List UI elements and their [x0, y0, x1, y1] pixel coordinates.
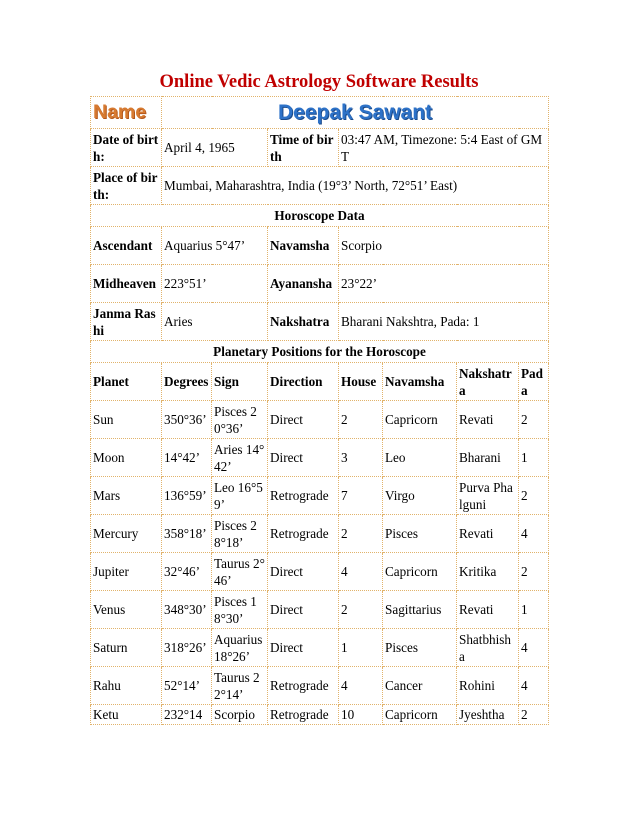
place-of-birth-label: Place of birth:: [91, 167, 162, 205]
navamsha-cell: Capricorn: [383, 401, 457, 439]
planet-cell: Mercury: [91, 515, 162, 553]
nakshatra-label: Nakshatra: [268, 303, 339, 341]
date-of-birth-value: April 4, 1965: [162, 129, 268, 167]
degrees-cell: 350°36’: [162, 401, 212, 439]
pada-cell: 1: [519, 439, 549, 477]
midheaven-row: [91, 265, 549, 303]
direction-cell: Direct: [268, 401, 339, 439]
navamsha-cell: Pisces: [383, 629, 457, 667]
sign-cell: Pisces 18°30’: [212, 591, 268, 629]
house-cell: 10: [339, 705, 383, 725]
house-cell: 2: [339, 591, 383, 629]
time-of-birth-value: 03:47 AM, Timezone: 5:4 East of GMT: [339, 129, 549, 167]
date-of-birth-label: Date of birth:: [91, 129, 162, 167]
pada-cell: 2: [519, 705, 549, 725]
planet-row: [91, 629, 549, 667]
nakshatra-cell: Revati: [457, 401, 519, 439]
nakshatra-cell: Revati: [457, 591, 519, 629]
direction-cell: Direct: [268, 439, 339, 477]
planets-heading-row: [91, 341, 549, 363]
column-header: Navamsha: [383, 363, 457, 401]
planet-cell: Sun: [91, 401, 162, 439]
nakshatra-cell: Rohini: [457, 667, 519, 705]
planet-cell: Saturn: [91, 629, 162, 667]
column-header: House: [339, 363, 383, 401]
place-of-birth-value: Mumbai, Maharashtra, India (19°3’ North, 72°51’ East): [162, 167, 549, 205]
degrees-cell: 232°14: [162, 705, 212, 725]
sign-cell: Leo 16°59’: [212, 477, 268, 515]
column-header: Direction: [268, 363, 339, 401]
ascendant-label: Ascendant: [91, 227, 162, 265]
name-label: Name: [91, 97, 162, 129]
planet-row: [91, 477, 549, 515]
pada-cell: 4: [519, 629, 549, 667]
birth-place-row: [91, 167, 549, 205]
column-header: Degrees: [162, 363, 212, 401]
degrees-cell: 358°18’: [162, 515, 212, 553]
navamsha-cell: Leo: [383, 439, 457, 477]
planet-row: [91, 553, 549, 591]
house-cell: 4: [339, 667, 383, 705]
column-header: Pada: [519, 363, 549, 401]
midheaven-value: 223°51’: [162, 265, 268, 303]
degrees-cell: 32°46’: [162, 553, 212, 591]
pada-cell: 2: [519, 477, 549, 515]
direction-cell: Retrograde: [268, 667, 339, 705]
planet-row: [91, 591, 549, 629]
janma-rashi-label: Janma Rashi: [91, 303, 162, 341]
page-title: Online Vedic Astrology Software Results: [159, 72, 479, 92]
navamsha-value: Scorpio: [339, 227, 549, 265]
midheaven-label: Midheaven: [91, 265, 162, 303]
navamsha-cell: Virgo: [383, 477, 457, 515]
column-header: Planet: [91, 363, 162, 401]
planet-row: [91, 439, 549, 477]
navamsha-label: Navamsha: [268, 227, 339, 265]
column-header: Sign: [212, 363, 268, 401]
planet-cell: Rahu: [91, 667, 162, 705]
sign-cell: Pisces 28°18’: [212, 515, 268, 553]
house-cell: 2: [339, 401, 383, 439]
sign-cell: Aries 14°42’: [212, 439, 268, 477]
pada-cell: 4: [519, 667, 549, 705]
ayanansha-value: 23°22’: [339, 265, 549, 303]
ayanansha-label: Ayanansha: [268, 265, 339, 303]
name-row: [91, 97, 549, 129]
horoscope-heading: Horoscope Data: [91, 205, 549, 227]
nakshatra-cell: Jyeshtha: [457, 705, 519, 725]
navamsha-cell: Capricorn: [383, 553, 457, 591]
sign-cell: Pisces 20°36’: [212, 401, 268, 439]
degrees-cell: 52°14’: [162, 667, 212, 705]
planet-cell: Venus: [91, 591, 162, 629]
degrees-cell: 348°30’: [162, 591, 212, 629]
planet-cell: Moon: [91, 439, 162, 477]
nakshatra-cell: Revati: [457, 515, 519, 553]
planet-row: [91, 401, 549, 439]
direction-cell: Retrograde: [268, 705, 339, 725]
janma-rashi-row: [91, 303, 549, 341]
house-cell: 4: [339, 553, 383, 591]
nakshatra-cell: Kritika: [457, 553, 519, 591]
house-cell: 1: [339, 629, 383, 667]
sign-cell: Scorpio: [212, 705, 268, 725]
planet-cell: Mars: [91, 477, 162, 515]
pada-cell: 1: [519, 591, 549, 629]
column-header: Nakshatra: [457, 363, 519, 401]
planets-header-row: [91, 363, 549, 401]
planet-row: [91, 667, 549, 705]
navamsha-cell: Pisces: [383, 515, 457, 553]
house-cell: 2: [339, 515, 383, 553]
degrees-cell: 14°42’: [162, 439, 212, 477]
janma-rashi-value: Aries: [162, 303, 268, 341]
navamsha-cell: Capricorn: [383, 705, 457, 725]
nakshatra-value: Bharani Nakshtra, Pada: 1: [339, 303, 549, 341]
direction-cell: Retrograde: [268, 515, 339, 553]
planets-heading: Planetary Positions for the Horoscope: [91, 341, 549, 363]
direction-cell: Direct: [268, 629, 339, 667]
nakshatra-cell: Shatbhisha: [457, 629, 519, 667]
planet-cell: Ketu: [91, 705, 162, 725]
ascendant-value: Aquarius 5°47’: [162, 227, 268, 265]
direction-cell: Direct: [268, 553, 339, 591]
navamsha-cell: Sagittarius: [383, 591, 457, 629]
birth-date-row: [91, 129, 549, 167]
planet-row: [91, 705, 549, 725]
planet-row: [91, 515, 549, 553]
house-cell: 3: [339, 439, 383, 477]
horoscope-heading-row: [91, 205, 549, 227]
sign-cell: Taurus 2°46’: [212, 553, 268, 591]
ascendant-row: [91, 227, 549, 265]
pada-cell: 4: [519, 515, 549, 553]
degrees-cell: 318°26’: [162, 629, 212, 667]
pada-cell: 2: [519, 401, 549, 439]
planet-cell: Jupiter: [91, 553, 162, 591]
navamsha-cell: Cancer: [383, 667, 457, 705]
house-cell: 7: [339, 477, 383, 515]
nakshatra-cell: Purva Phalguni: [457, 477, 519, 515]
results-table: [90, 96, 549, 725]
name-value: Deepak Sawant: [162, 97, 549, 129]
pada-cell: 2: [519, 553, 549, 591]
degrees-cell: 136°59’: [162, 477, 212, 515]
direction-cell: Direct: [268, 591, 339, 629]
time-of-birth-label: Time of birth: [268, 129, 339, 167]
direction-cell: Retrograde: [268, 477, 339, 515]
sign-cell: Aquarius 18°26’: [212, 629, 268, 667]
nakshatra-cell: Bharani: [457, 439, 519, 477]
sign-cell: Taurus 22°14’: [212, 667, 268, 705]
